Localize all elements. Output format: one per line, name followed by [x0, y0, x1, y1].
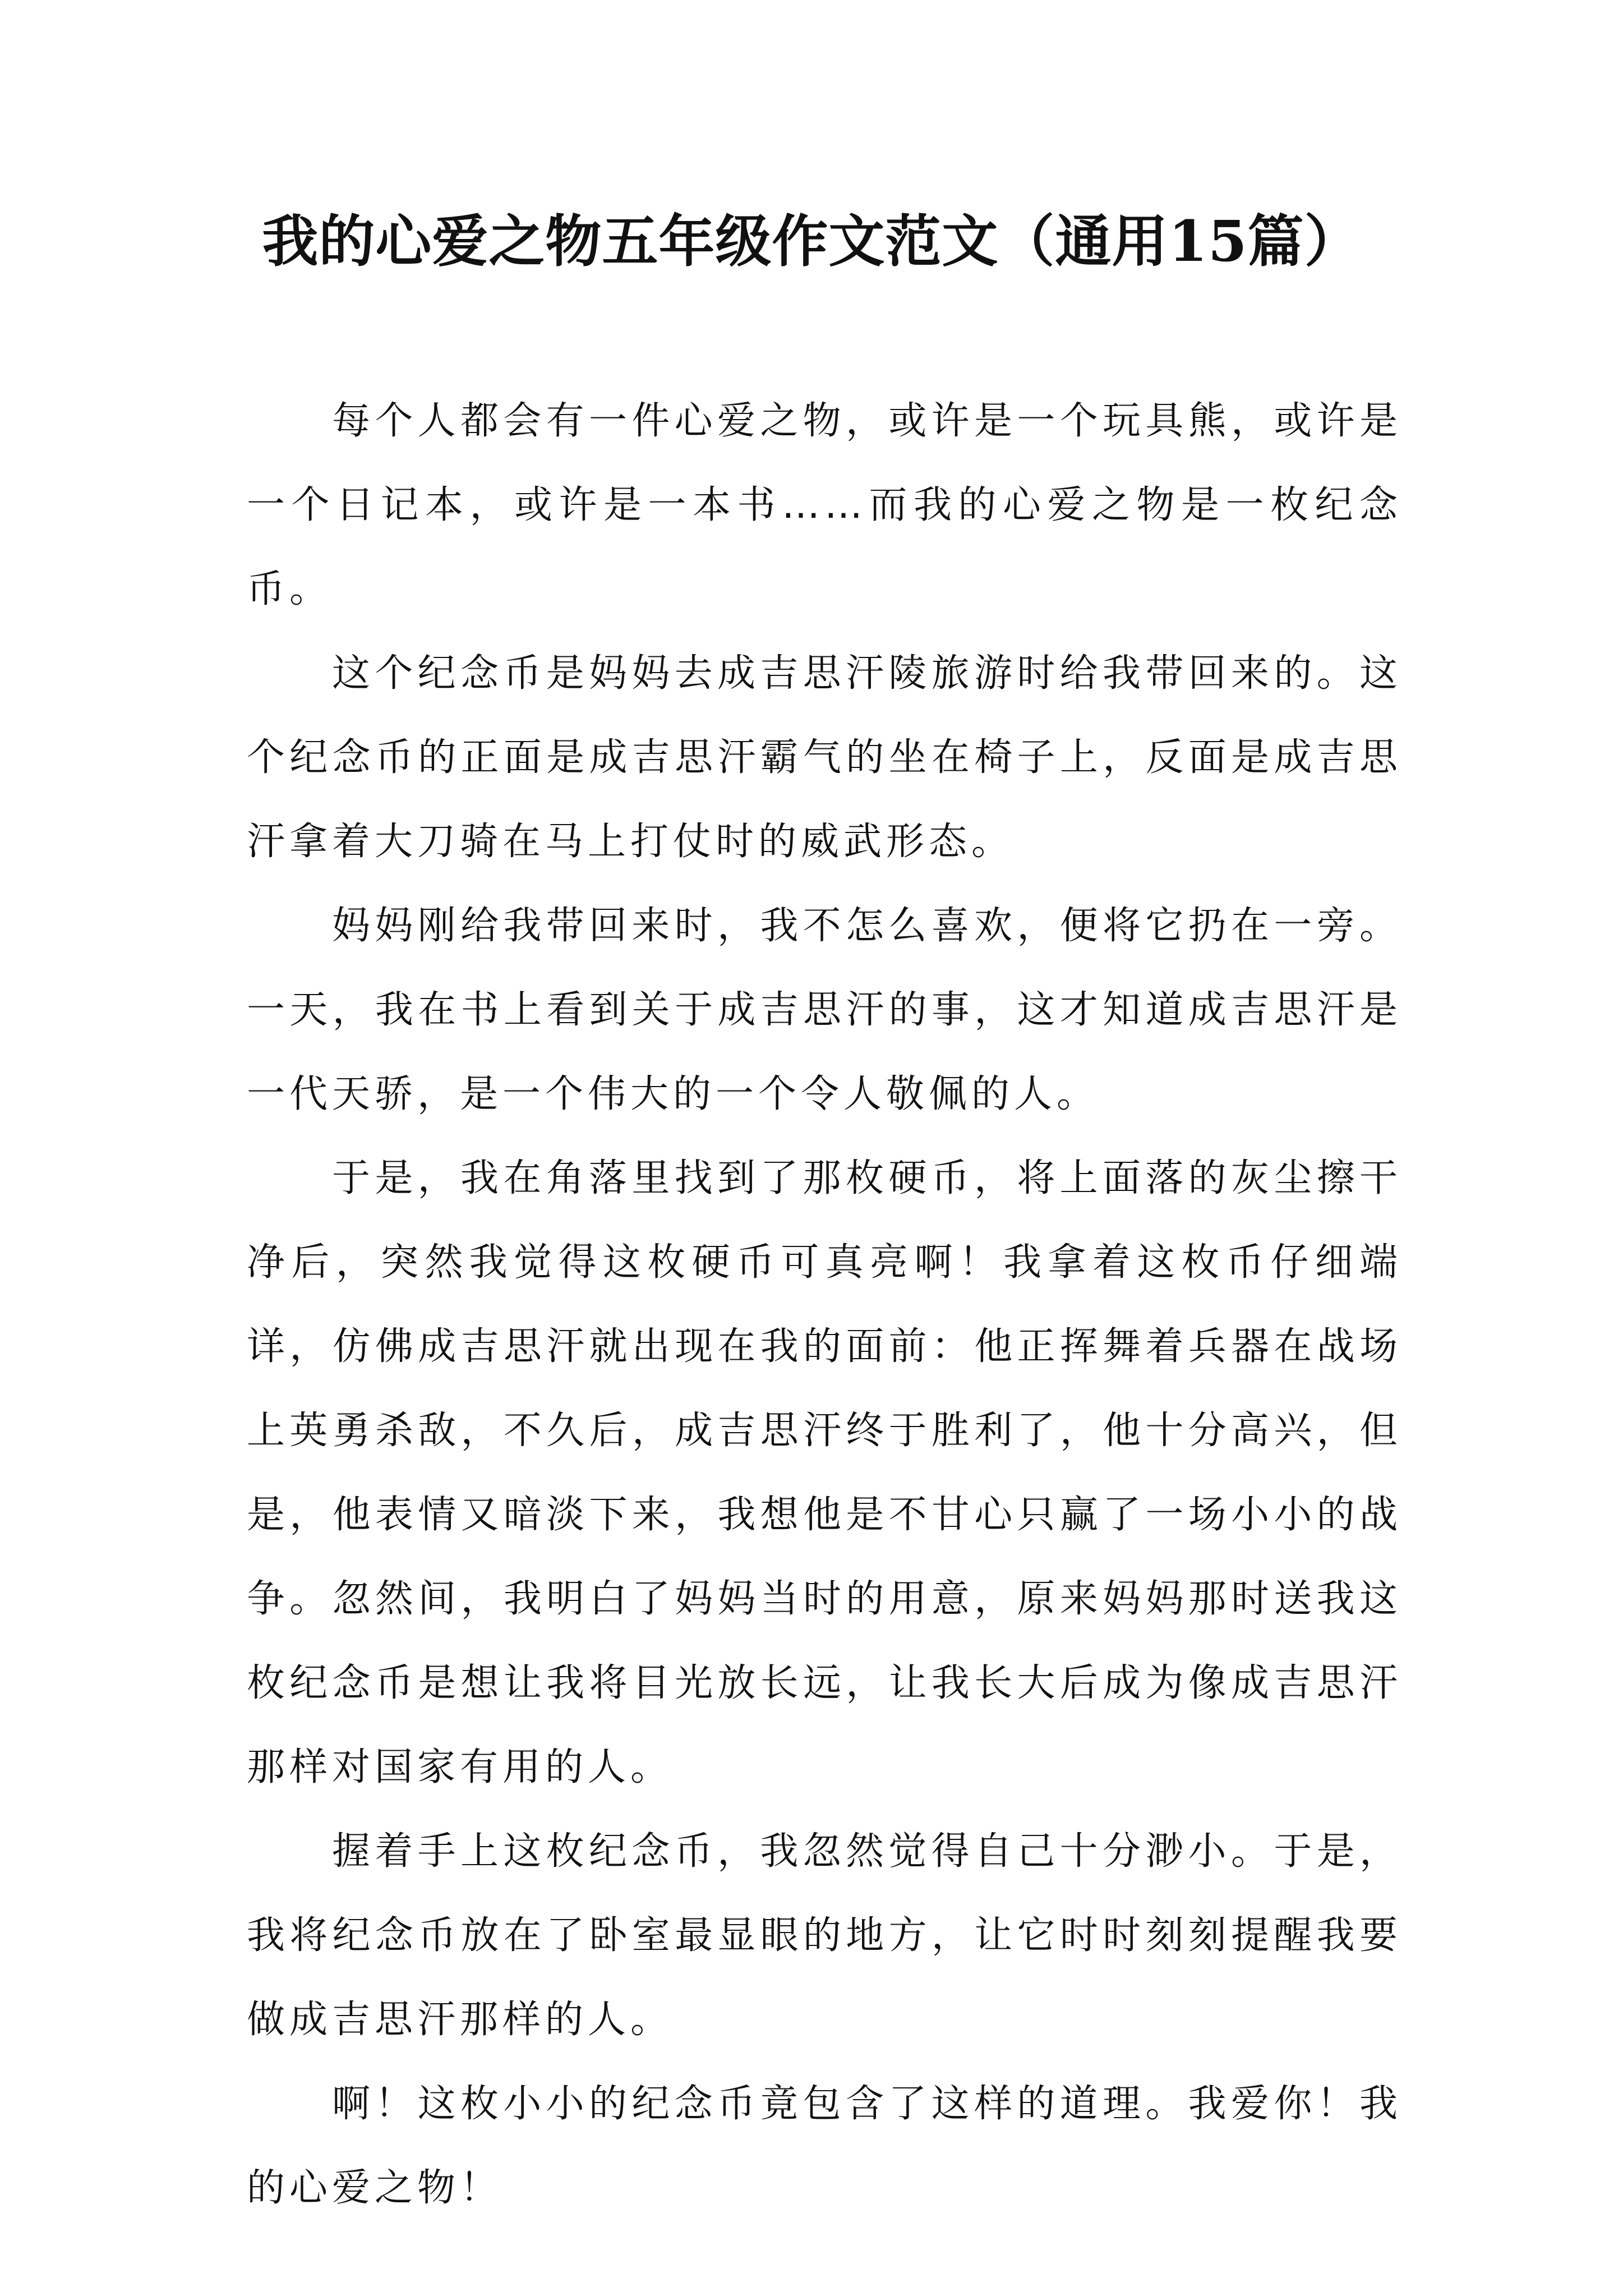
- paragraph: 每个人都会有一件心爱之物，或许是一个玩具熊，或许是一个日记本，或许是一本书……而我的心爱之物是一枚纪念币。: [247, 399, 1402, 611]
- paragraph: 这个纪念币是妈妈去成吉思汗陵旅游时给我带回来的。这个纪念币的正面是成吉思汗霸气的坐在椅子上，反面是成吉思汗拿着大刀骑在马上打仗时的威武形态。: [247, 651, 1402, 864]
- paragraph: 妈妈刚给我带回来时，我不怎么喜欢，便将它扔在一旁。一天，我在书上看到关于成吉思汗的事，这才知道成吉思汗是一代天骄，是一个伟大的一个令人敬佩的人。: [247, 904, 1402, 1116]
- paragraph: 于是，我在角落里找到了那枚硬币，将上面落的灰尘擦干净后，突然我觉得这枚硬币可真亮啊！我拿着这枚币仔细端详，仿佛成吉思汗就出现在我的面前：他正挥舞着兵器在战场上英勇杀敌，不久后，成吉思汗终于胜利了，他十分高兴，但是，他表情又暗淡下来，我想他是不甘心只赢了一场小小的战争。忽然间，我明白了妈妈当时的用意，原来妈妈那时送我这枚纪念币是想让我将目光放长远，让我长大后成为像成吉思汗那样对国家有用的人。: [247, 1156, 1402, 1789]
- document-body: [247, 379, 1402, 2230]
- paragraph: 握着手上这枚纪念币，我忽然觉得自己十分渺小。于是，我将纪念币放在了卧室最显眼的地方，让它时时刻刻提醒我要做成吉思汗那样的人。: [247, 1829, 1402, 2042]
- paragraph: 啊！这枚小小的纪念币竟包含了这样的道理。我爱你！我的心爱之物！: [247, 2082, 1402, 2210]
- document-title: 我的心爱之物五年级作文范文（通用15篇）: [262, 208, 1361, 274]
